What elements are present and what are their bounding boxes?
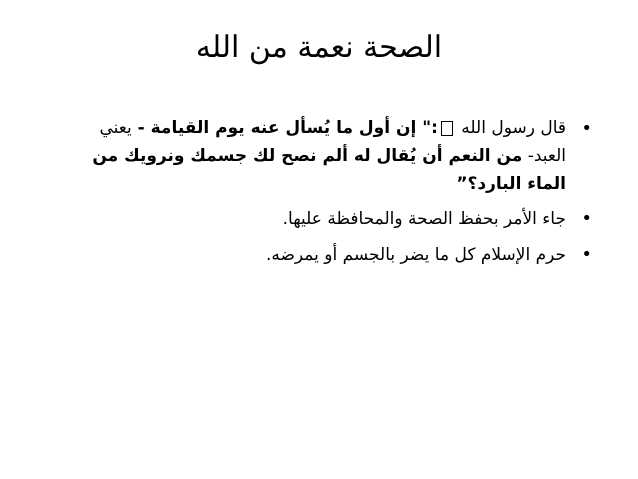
bullet-list (70, 114, 592, 276)
hadith-quote-start: :" إن أول ما يُسأل عنه يوم القيامة - (131, 118, 438, 138)
bullet-text: جاء الأمر بحفظ الصحة والمحافظة عليها. (282, 209, 566, 229)
bullet-icon: • (581, 208, 592, 229)
slide-title: الصحة نعمة من الله (195, 30, 443, 65)
hadith-intro: قال رسول الله (461, 118, 566, 138)
bullet-item-harm-prohibition (70, 240, 592, 270)
bullet-text (70, 114, 566, 198)
hadith-quote-end: من النعم أن يُقال له ألم نصح لك جسمك ونرويك من الماء البارد؟” (92, 146, 566, 194)
bullet-icon: • (581, 244, 592, 265)
bullet-item-health-preservation (70, 204, 592, 234)
bullet-text: حرم الإسلام كل ما يضر بالجسم أو يمرضه. (265, 245, 566, 265)
missing-glyph-icon (441, 121, 453, 136)
bullet-item-hadith (70, 114, 592, 198)
hadith-aside: يعني العبد- (99, 118, 566, 166)
bullet-icon: • (581, 118, 592, 139)
